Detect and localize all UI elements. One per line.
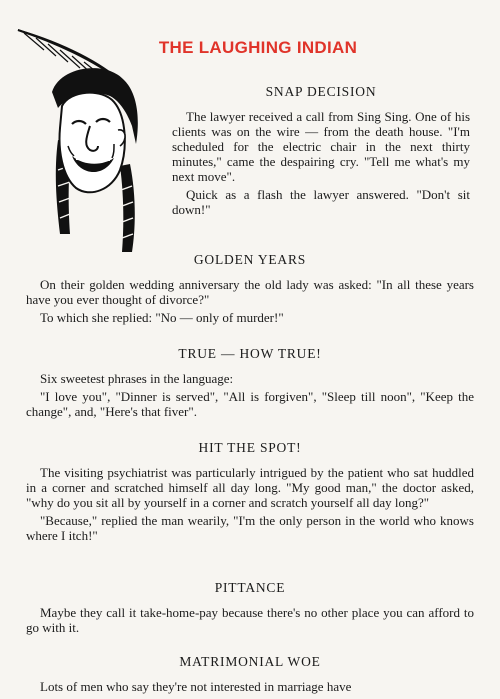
story-heading: TRUE — HOW TRUE! [178,346,322,361]
story-paragraph: The visiting psychiatrist was particularly intrigued by the patient who sat huddled in a corner and scratched himself all day long. "My good man," the doctor asked, "why do you sit all by yourself in a corner and scratch yourself all day long?" [26,465,474,510]
story-heading: GOLDEN YEARS [193,252,307,267]
story-matrimonial-woe [26,654,474,694]
story-pittance [26,580,474,635]
story-paragraph: On their golden wedding anniversary the old lady was asked: "In all these years have you ever thought of divorce?" [26,277,474,307]
story-paragraph: "Because," replied the man wearily, "I'm the only person in the world who knows where I itch!" [26,513,474,543]
story-paragraph: "I love you", "Dinner is served", "All is forgiven", "Sleep till noon", "Keep the change", and, "Here's that fiver". [26,389,474,419]
story-paragraph: Quick as a flash the lawyer answered. "Don't sit down!" [172,187,470,217]
story-paragraph: Six sweetest phrases in the language: [40,371,234,386]
story-paragraph: To which she replied: "No — only of murder!" [40,310,284,325]
story-paragraph: Maybe they call it take-home-pay because there's no other place you can afford to go with it. [26,605,474,635]
story-true-how-true [26,346,474,419]
story-golden-years [26,252,474,325]
story-heading: SNAP DECISION [265,84,377,99]
page-title: THE LAUGHING INDIAN [158,38,358,57]
story-heading: PITTANCE [214,580,286,595]
story-paragraph: Lots of men who say they're not interested in marriage have [40,679,352,694]
story-heading: MATRIMONIAL WOE [179,654,321,669]
story-heading: HIT THE SPOT! [198,440,302,455]
story-hit-the-spot [26,440,474,543]
story-snap-decision [172,84,470,217]
story-paragraph: The lawyer received a call from Sing Sing. One of his clients was on the wire — from the death house. "I'm scheduled for the electric chair in the next thirty minutes," came the despairing cry. "Tell me what's my next move". [172,109,470,184]
